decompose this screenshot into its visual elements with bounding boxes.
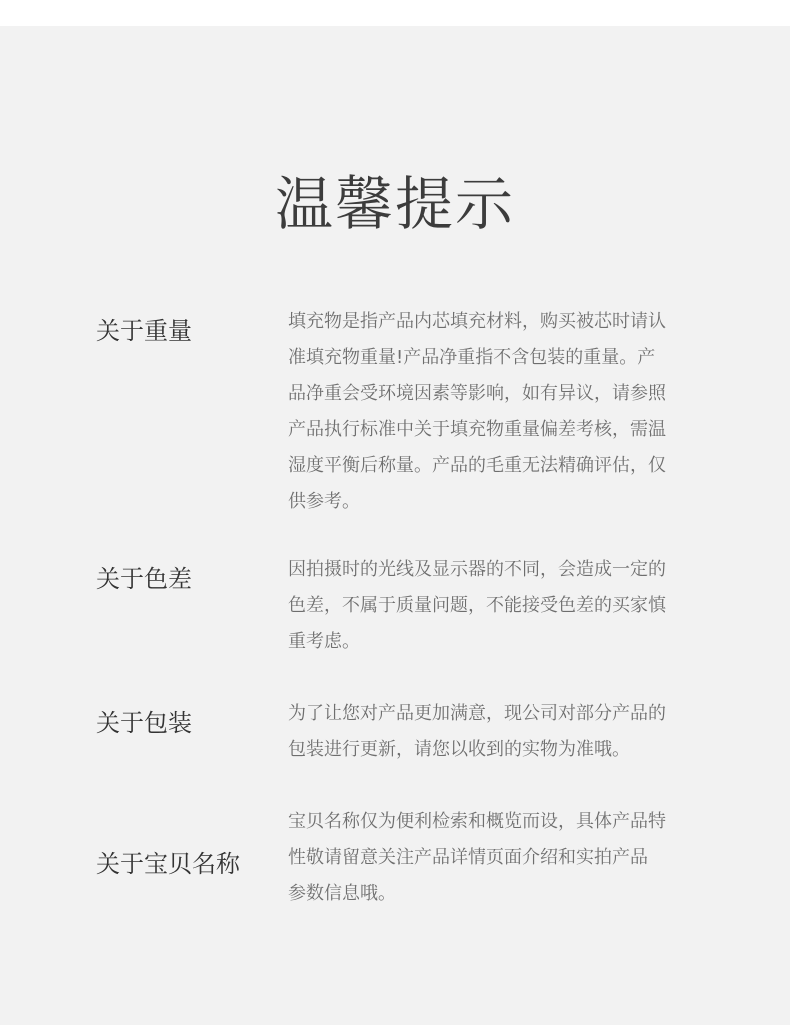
body-line: 宝贝名称仅为便利检索和概览而设，具体产品特	[288, 811, 666, 832]
section-label: 关于重量	[96, 317, 192, 345]
body-line: 供参考。	[288, 491, 360, 512]
section-label: 关于宝贝名称	[96, 850, 240, 878]
section-label: 关于色差	[96, 565, 192, 593]
section-body	[288, 552, 704, 660]
body-line: 品净重会受环境因素等影响，如有异议，请参照	[288, 383, 666, 404]
body-line: 包装进行更新，请您以收到的实物为准哦。	[288, 739, 630, 760]
body-line: 产品执行标准中关于填充物重量偏差考核，需温	[288, 419, 666, 440]
body-line: 参数信息哦。	[288, 883, 396, 904]
section-body	[288, 696, 704, 768]
body-line: 为了让您对产品更加满意，现公司对部分产品的	[288, 703, 666, 724]
section-label: 关于包装	[96, 709, 192, 737]
section-body	[288, 804, 704, 912]
notice-panel	[0, 26, 790, 1025]
section-body	[288, 304, 704, 520]
body-line: 色差，不属于质量问题，不能接受色差的买家慎	[288, 595, 666, 616]
page-title: 温馨提示	[274, 170, 515, 238]
body-line: 因拍摄时的光线及显示器的不同，会造成一定的	[288, 559, 666, 580]
body-line: 准填充物重量!产品净重指不含包装的重量。产	[288, 347, 656, 368]
body-line: 重考虑。	[288, 631, 360, 652]
body-line: 湿度平衡后称量。产品的毛重无法精确评估，仅	[288, 455, 666, 476]
body-line: 性敬请留意关注产品详情页面介绍和实拍产品	[288, 847, 648, 868]
body-line: 填充物是指产品内芯填充材料，购买被芯时请认	[288, 311, 666, 332]
